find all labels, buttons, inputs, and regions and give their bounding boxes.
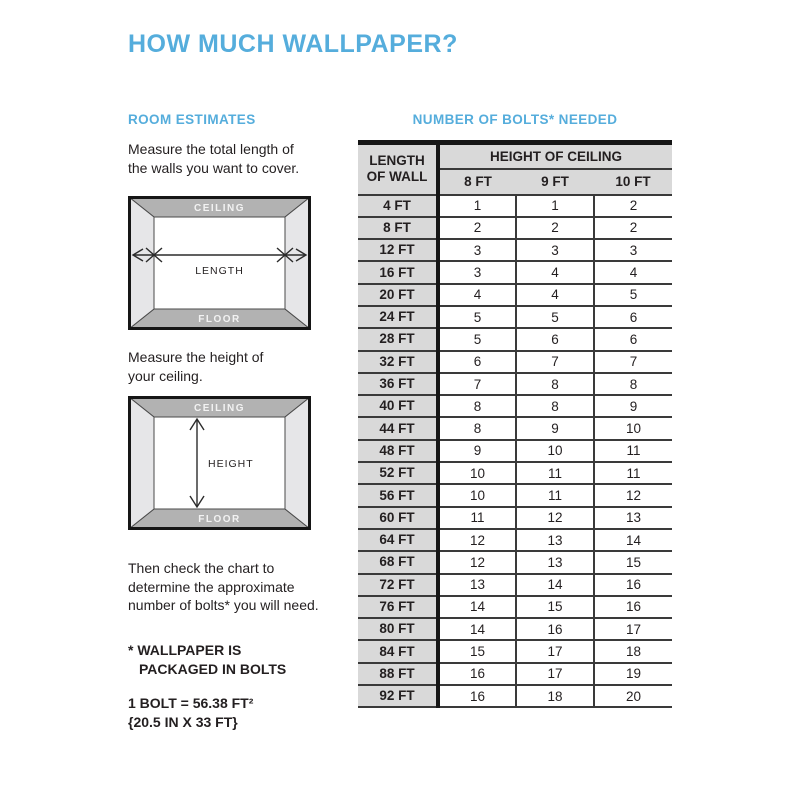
bolts-value-cell: 8 <box>438 417 516 439</box>
right-wall-panel <box>285 198 310 329</box>
length-dimension-label: LENGTH <box>195 265 244 277</box>
wall-length-cell: 32 FT <box>358 351 438 373</box>
table-row <box>358 551 672 573</box>
col-header-10ft: 10 FT <box>594 169 672 195</box>
table-row <box>358 484 672 506</box>
bolts-value-cell: 3 <box>438 261 516 283</box>
bolts-value-cell: 6 <box>594 306 672 328</box>
bolts-value-cell: 16 <box>438 663 516 685</box>
bolts-value-cell: 11 <box>594 440 672 462</box>
wall-length-cell: 36 FT <box>358 373 438 395</box>
ceiling-label: CEILING <box>193 203 246 214</box>
bolts-value-cell: 11 <box>516 462 594 484</box>
bolts-value-cell: 17 <box>516 640 594 662</box>
bolts-value-cell: 10 <box>438 462 516 484</box>
length-of-wall-line2: OF WALL <box>366 169 428 185</box>
table-row <box>358 373 672 395</box>
step3-text <box>128 559 319 615</box>
bolts-value-cell: 12 <box>594 484 672 506</box>
bolts-value-cell: 5 <box>516 306 594 328</box>
bolts-value-cell: 7 <box>516 351 594 373</box>
table-row <box>358 306 672 328</box>
wall-length-cell: 52 FT <box>358 462 438 484</box>
bolts-value-cell: 6 <box>516 328 594 350</box>
bolts-value-cell: 15 <box>438 640 516 662</box>
bolts-value-cell: 13 <box>594 507 672 529</box>
wall-length-cell: 24 FT <box>358 306 438 328</box>
table-row <box>358 239 672 261</box>
floor-label: FLOOR <box>198 514 241 525</box>
step1-text <box>128 140 299 177</box>
table-row <box>358 284 672 306</box>
bolts-value-cell: 6 <box>438 351 516 373</box>
bolts-value-cell: 9 <box>516 417 594 439</box>
bolts-value-cell: 1 <box>516 195 594 217</box>
wall-length-cell: 84 FT <box>358 640 438 662</box>
left-wall-panel <box>130 398 155 529</box>
table-row <box>358 395 672 417</box>
bolts-value-cell: 7 <box>438 373 516 395</box>
length-of-wall-line1: LENGTH <box>369 153 425 169</box>
footnote-line1: * WALLPAPER IS <box>128 642 242 658</box>
table-row <box>358 529 672 551</box>
bolts-value-cell: 14 <box>438 596 516 618</box>
wall-length-cell: 64 FT <box>358 529 438 551</box>
step2-line1: Measure the height of <box>128 349 264 365</box>
bolts-value-cell: 17 <box>594 618 672 640</box>
right-wall-panel <box>285 398 310 529</box>
table-row <box>358 685 672 707</box>
wall-length-cell: 92 FT <box>358 685 438 707</box>
bolts-value-cell: 5 <box>438 306 516 328</box>
table-row <box>358 217 672 239</box>
back-wall-panel <box>154 217 285 309</box>
bolts-value-cell: 10 <box>516 440 594 462</box>
step3-line2: determine the approximate <box>128 578 295 595</box>
wall-length-cell: 4 FT <box>358 195 438 217</box>
bolt-size-info <box>128 694 253 732</box>
floor-label: FLOOR <box>198 314 241 325</box>
room-length-diagram <box>128 196 311 330</box>
step2-line2: your ceiling. <box>128 367 203 384</box>
bolts-value-cell: 13 <box>438 574 516 596</box>
bolts-value-cell: 4 <box>516 261 594 283</box>
table-row <box>358 640 672 662</box>
table-row <box>358 596 672 618</box>
ceiling-label: CEILING <box>193 403 246 414</box>
bolts-value-cell: 2 <box>438 217 516 239</box>
bolts-value-cell: 13 <box>516 551 594 573</box>
bolts-value-cell: 20 <box>594 685 672 707</box>
bolts-value-cell: 13 <box>516 529 594 551</box>
left-wall-panel <box>130 198 155 329</box>
bolts-value-cell: 12 <box>438 551 516 573</box>
bolts-value-cell: 16 <box>594 596 672 618</box>
table-row <box>358 462 672 484</box>
bolts-value-cell: 10 <box>594 417 672 439</box>
wall-length-cell: 40 FT <box>358 395 438 417</box>
wall-length-cell: 12 FT <box>358 239 438 261</box>
bolts-value-cell: 11 <box>516 484 594 506</box>
bolts-value-cell: 14 <box>438 618 516 640</box>
bolts-table <box>358 140 672 708</box>
bolts-value-cell: 4 <box>438 284 516 306</box>
height-dimension-label: HEIGHT <box>208 458 254 470</box>
height-of-ceiling-header: HEIGHT OF CEILING <box>438 143 672 169</box>
bolts-value-cell: 18 <box>516 685 594 707</box>
bolt-info-line1: 1 BOLT = 56.38 FT² <box>128 695 254 711</box>
table-row <box>358 507 672 529</box>
bolts-value-cell: 4 <box>594 261 672 283</box>
bolts-table-header <box>358 143 672 195</box>
bolts-value-cell: 14 <box>594 529 672 551</box>
wall-length-cell: 48 FT <box>358 440 438 462</box>
bolts-value-cell: 11 <box>594 462 672 484</box>
bolts-value-cell: 12 <box>438 529 516 551</box>
wallpaper-bolts-footnote <box>128 641 286 679</box>
table-row <box>358 618 672 640</box>
table-row <box>358 328 672 350</box>
page-title: HOW MUCH WALLPAPER? <box>128 30 458 58</box>
wall-length-cell: 44 FT <box>358 417 438 439</box>
bolts-value-cell: 9 <box>438 440 516 462</box>
bolts-value-cell: 8 <box>516 395 594 417</box>
wall-length-cell: 56 FT <box>358 484 438 506</box>
wall-length-cell: 16 FT <box>358 261 438 283</box>
bolts-value-cell: 1 <box>438 195 516 217</box>
bolts-table-heading: NUMBER OF BOLTS* NEEDED <box>412 112 618 127</box>
wall-length-cell: 60 FT <box>358 507 438 529</box>
bolts-value-cell: 5 <box>594 284 672 306</box>
wall-length-cell: 88 FT <box>358 663 438 685</box>
step1-line2: the walls you want to cover. <box>128 159 300 176</box>
table-row <box>358 351 672 373</box>
length-of-wall-header <box>358 143 438 195</box>
bolts-value-cell: 14 <box>516 574 594 596</box>
bolts-value-cell: 2 <box>594 217 672 239</box>
table-row <box>358 417 672 439</box>
wall-length-cell: 72 FT <box>358 574 438 596</box>
col-header-9ft: 9 FT <box>516 169 594 195</box>
wall-length-cell: 28 FT <box>358 328 438 350</box>
table-row <box>358 261 672 283</box>
wall-length-cell: 8 FT <box>358 217 438 239</box>
bolts-value-cell: 17 <box>516 663 594 685</box>
bolts-value-cell: 19 <box>594 663 672 685</box>
bolts-value-cell: 15 <box>516 596 594 618</box>
footnote-line2: PACKAGED IN BOLTS <box>139 661 287 677</box>
room-height-diagram <box>128 396 311 530</box>
bolt-info-line2: {20.5 IN X 33 FT} <box>128 714 238 730</box>
bolts-value-cell: 2 <box>594 195 672 217</box>
bolts-value-cell: 3 <box>594 239 672 261</box>
bolts-value-cell: 12 <box>516 507 594 529</box>
bolts-value-cell: 6 <box>594 328 672 350</box>
step3-line1: Then check the chart to <box>128 560 275 576</box>
bolts-value-cell: 8 <box>438 395 516 417</box>
bolts-value-cell: 5 <box>438 328 516 350</box>
bolts-value-cell: 18 <box>594 640 672 662</box>
bolts-value-cell: 8 <box>516 373 594 395</box>
bolts-value-cell: 11 <box>438 507 516 529</box>
bolts-value-cell: 4 <box>516 284 594 306</box>
bolts-value-cell: 9 <box>594 395 672 417</box>
bolts-table-body <box>358 195 672 708</box>
col-header-8ft: 8 FT <box>438 169 516 195</box>
wall-length-cell: 20 FT <box>358 284 438 306</box>
bolts-value-cell: 16 <box>594 574 672 596</box>
bolts-value-cell: 3 <box>438 239 516 261</box>
bolts-value-cell: 8 <box>594 373 672 395</box>
bolts-value-cell: 16 <box>516 618 594 640</box>
wall-length-cell: 68 FT <box>358 551 438 573</box>
wall-length-cell: 80 FT <box>358 618 438 640</box>
bolts-value-cell: 3 <box>516 239 594 261</box>
bolts-value-cell: 16 <box>438 685 516 707</box>
table-row <box>358 195 672 217</box>
bolts-value-cell: 2 <box>516 217 594 239</box>
wall-length-cell: 76 FT <box>358 596 438 618</box>
bolts-value-cell: 7 <box>594 351 672 373</box>
step1-line1: Measure the total length of <box>128 141 294 157</box>
table-row <box>358 574 672 596</box>
step3-line3: number of bolts* you will need. <box>128 597 319 613</box>
bolts-value-cell: 10 <box>438 484 516 506</box>
table-row <box>358 440 672 462</box>
step2-text <box>128 348 263 385</box>
table-row <box>358 663 672 685</box>
room-estimates-heading: ROOM ESTIMATES <box>128 112 256 127</box>
bolts-value-cell: 15 <box>594 551 672 573</box>
